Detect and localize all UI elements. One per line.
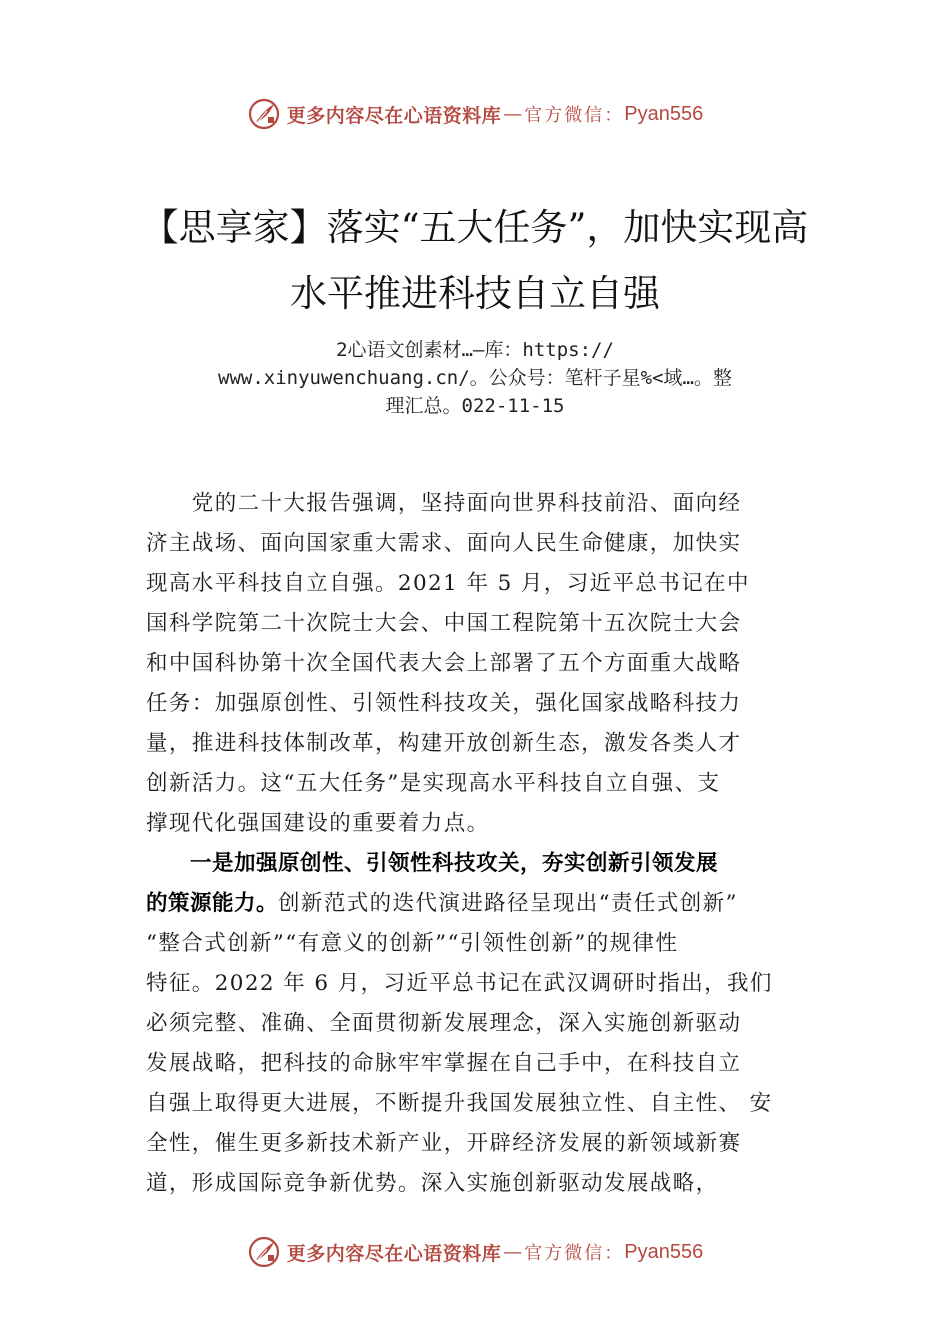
paragraph-2-line: 特征。2022 年 6 月，习近平总书记在武汉调研时指出，我们 — [146, 971, 773, 996]
paragraph-2-line — [146, 884, 806, 924]
banner-wechat-label: 官方微信： — [524, 1243, 625, 1264]
paragraph-1-line: 和中国科协第十次全国代表大会上部署了五个方面重大战略 — [146, 651, 742, 676]
section-heading-part-2: 的策源能力。 — [146, 891, 279, 916]
banner-wechat-id: Pyan556 — [624, 1240, 704, 1263]
paragraph-1-line: 济主战场、面向国家重大需求、面向人民生命健康，加快实 — [146, 531, 742, 556]
paragraph-2-line: 发展战略，把科技的命脉牢牢掌握在自己手中，在科技自立 — [146, 1051, 742, 1076]
banner-wechat-id: Pyan556 — [624, 102, 704, 125]
paragraph-1-line: 任务：加强原创性、引领性科技攻关，强化国家战略科技力 — [146, 691, 742, 716]
paragraph-1-line: 现高水平科技自立自强。2021 年 5 月，习近平总书记在中 — [146, 571, 750, 596]
document-title-line-1: 【思享家】落实“五大任务”，加快实现高 — [141, 206, 809, 249]
paragraph-1-line: 量，推进科技体制改革，构建开放创新生态，激发各类人才 — [146, 731, 742, 756]
paragraph-2-text: 创新范式的迭代演进路径呈现出“责任式创新” — [278, 891, 738, 916]
banner-brand: 更多内容尽在心语资料库 — [286, 104, 502, 127]
paragraph-1-line: 党的二十大报告强调，坚持面向世界科技前沿、面向经 — [146, 491, 742, 516]
source-line-1: 2心语文创素材…—库：https:// — [336, 339, 614, 361]
paragraph-2-line: 必须完整、准确、全面贯彻新发展理念，深入实施创新驱动 — [146, 1011, 742, 1036]
feather-seal-icon — [247, 97, 281, 131]
banner-brand: 更多内容尽在心语资料库 — [286, 1242, 502, 1265]
header-banner — [0, 92, 950, 136]
feather-seal-icon — [247, 1235, 281, 1269]
paragraph-2-line: 自强上取得更大进展，不断提升我国发展独立性、自主性、 安 — [146, 1091, 773, 1116]
paragraph-2-line: “整合式创新”“有意义的创新”“引领性创新”的规律性 — [146, 931, 679, 956]
footer-banner — [0, 1230, 950, 1274]
source-line-2: www.xinyuwenchuang.cn/。公众号：笔杆子星%<域…。整 — [218, 367, 732, 389]
paragraph-2-heading-line — [146, 844, 806, 884]
paragraph-1-line: 国科学院第二十次院士大会、中国工程院第十五次院士大会 — [146, 611, 742, 636]
banner-separator: — — [503, 103, 523, 125]
section-heading-part-1: 一是加强原创性、引领性科技攻关，夯实创新引领发展 — [146, 851, 719, 876]
paragraph-2-line: 全性，催生更多新技术新产业，开辟经济发展的新领域新赛 — [146, 1131, 742, 1156]
banner-wechat-label: 官方微信： — [524, 105, 625, 126]
paragraph-1-line: 撑现代化强国建设的重要着力点。 — [146, 811, 490, 836]
paragraph-1-line: 创新活力。这“五大任务”是实现高水平科技自立自强、支 — [146, 771, 721, 796]
source-line-3: 理汇总。022-11-15 — [385, 395, 565, 417]
document-title-line-2: 水平推进科技自立自强 — [290, 272, 660, 315]
paragraph-2-line: 道，形成国际竞争新优势。深入实施创新驱动发展战略， — [146, 1171, 719, 1196]
banner-separator: — — [503, 1241, 523, 1263]
